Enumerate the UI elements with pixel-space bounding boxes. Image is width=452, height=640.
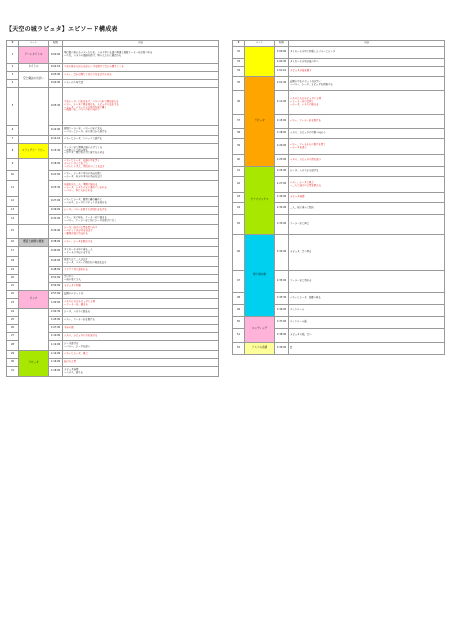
scene-time: 0:23:30 <box>49 181 63 197</box>
scene-description <box>63 367 219 377</box>
description-line: シータ逃げる <box>64 341 79 345</box>
scene-number: 3 <box>7 72 19 80</box>
scene-time: 1:32:00 <box>275 203 289 215</box>
description-line: パズー、家に帰る。ドーラ一家に捕まる <box>64 215 107 219</box>
description-line: —ムスカ、落ちる <box>64 370 84 374</box>
table-row <box>7 64 219 72</box>
header-no: # <box>233 41 245 47</box>
description-line: シータ、ムスカに捕まる <box>64 310 91 314</box>
scene-number: 25 <box>7 317 19 325</box>
description-line: パズーとシータ、坑道の中を歩く <box>64 159 100 163</box>
table-row <box>233 167 445 177</box>
description-line: パズーの少年生活 <box>64 81 84 85</box>
scene-number: 44 <box>233 203 245 215</box>
scene-time: 1:15:00 <box>275 115 289 129</box>
description-line: 滅びの言葉 <box>64 360 76 364</box>
description-line: 海賊ドーラ一家、パズーの家に来る <box>64 126 103 130</box>
scene-description <box>63 80 219 88</box>
scene-description <box>289 193 445 203</box>
scene-description <box>63 247 219 257</box>
description-line: 見張り台で二人が話す <box>64 257 88 261</box>
description-line: パズーとシータ、要塞で離れ離れに <box>64 197 102 201</box>
scene-time: 1:05:00 <box>49 317 63 325</box>
scene-time: 1:01:40 <box>275 77 289 91</box>
scene-number: 11 <box>7 181 19 197</box>
description-line: —パズー、牢に入れられる <box>64 188 93 192</box>
scene-number: 22 <box>7 291 19 299</box>
scene-description <box>289 167 445 177</box>
description-line: パズー、空から降りてきた少女を受け止める <box>64 73 112 77</box>
description-line: —シータ、ムスカに捕まる <box>290 102 319 106</box>
scene-description <box>289 271 445 293</box>
table-row <box>233 77 445 91</box>
description-line: パズー、シータに本当の名前を聞く <box>64 171 103 175</box>
scene-description <box>63 64 219 72</box>
table-row <box>7 309 219 317</box>
scene-description <box>63 181 219 197</box>
scene-description <box>63 351 219 359</box>
scene-description <box>63 275 219 283</box>
scene-time: 0:38:00 <box>49 239 63 247</box>
header-desc: 内容 <box>289 41 445 47</box>
description-line: シータ、滅びの言葉を思い出す <box>64 226 98 230</box>
scene-number: 28 <box>7 341 19 351</box>
scene-description <box>63 283 219 291</box>
scene-description <box>63 171 219 181</box>
scene-description <box>289 115 445 129</box>
scene-number: 27 <box>7 333 19 341</box>
scene-time: 1:02:30 <box>49 309 63 317</box>
scene-time: 1:01:10 <box>275 67 289 77</box>
description-line: 雲の中へ <box>64 274 74 278</box>
scene-time: 1:23:00 <box>275 155 289 167</box>
scene-description <box>289 129 445 139</box>
description-line: —少女、ムスカの部屋を探す、男の人たちに運ばれる <box>64 54 122 57</box>
description-line: —シータ、飛行石の力で落下を止める <box>64 151 105 155</box>
scene-description <box>289 139 445 155</box>
part-label: クライマックス <box>245 167 275 235</box>
part-label <box>19 159 49 225</box>
scene-time: 1:14:00 <box>49 351 63 359</box>
scene-number: 1 <box>7 47 19 64</box>
part-label: タイトル <box>19 64 49 72</box>
scene-description <box>289 215 445 235</box>
part-label <box>19 309 49 351</box>
description-line: 二人、凧に乗って脱出 <box>290 206 314 210</box>
description-line: —二人で滅びの言葉を唱える <box>290 183 322 187</box>
scene-description <box>63 159 219 171</box>
scene-number: 52 <box>233 343 245 355</box>
scene-number: 6 <box>7 126 19 136</box>
scene-time: 1:33:00 <box>275 215 289 235</box>
description-line: ラピュタ、空へ昇る <box>290 250 312 254</box>
scene-description <box>63 47 219 64</box>
scene-number: 50 <box>233 317 245 329</box>
description-line: ムスカ、ラピュタの力を見せる <box>64 334 98 338</box>
description-line: ラピュタに到着 <box>64 284 81 288</box>
scene-description <box>63 88 219 126</box>
description-line: タイガーモス号で到着したパズーとシータ <box>290 50 336 54</box>
header-part: パート <box>19 41 49 47</box>
description-line: —シータ、パズーの父の写真を見て驚く <box>64 105 107 109</box>
description-line: ドーラ一家と別れる <box>290 279 312 283</box>
scene-time: 0:21:00 <box>49 171 63 181</box>
scene-description <box>289 203 445 215</box>
header-part: パート <box>245 41 275 47</box>
scene-number: 30 <box>7 359 19 367</box>
scene-time: 0:27:00 <box>49 197 63 207</box>
table-row <box>233 235 445 271</box>
scene-number: 43 <box>233 193 245 203</box>
scene-description <box>63 207 219 215</box>
scene-description <box>63 309 219 317</box>
scene-time: 1:12:00 <box>49 341 63 351</box>
scene-description <box>63 359 219 367</box>
scene-number: 35 <box>233 77 245 91</box>
scene-number: 51 <box>233 329 245 343</box>
scene-number: 47 <box>233 271 245 293</box>
part-label <box>19 247 49 291</box>
table-row <box>7 225 219 239</box>
scene-description <box>289 177 445 193</box>
description-line: パズーとシータ、故郷へ帰る <box>290 296 321 300</box>
scene-time: 1:00:00 <box>275 47 289 59</box>
scene-number: 17 <box>7 247 19 257</box>
part-label: 邂逅と捕縛の要塞 <box>19 239 49 247</box>
scene-number: 33 <box>233 59 245 67</box>
description-line: —ロボット兵が目を覚ます <box>64 229 93 233</box>
scene-time: 0:34:00 <box>49 225 63 239</box>
description-line: 少女の体から出た光がシータを助けて空から降りてくる <box>64 65 124 69</box>
scene-time: 1:18:00 <box>275 129 289 139</box>
table-row <box>7 159 219 171</box>
scene-number: 12 <box>7 197 19 207</box>
scene-time: 1:35:00 <box>275 271 289 293</box>
description-line: シータ、パズーを帰すため別れを告げる <box>64 208 107 212</box>
description-line: パズー、ドーラ一家を助ける <box>64 318 95 322</box>
scene-number: 7 <box>7 136 19 144</box>
scene-time: 1:34:00 <box>275 235 289 271</box>
scene-number: 39 <box>233 139 245 155</box>
description-line: 庭園の中をロボット兵が歩く <box>290 79 322 83</box>
scene-description <box>63 144 219 159</box>
part-label: ラピュタ <box>19 351 49 377</box>
scene-number: 40 <box>233 155 245 167</box>
part-label <box>19 88 49 136</box>
scene-time: 0:48:00 <box>49 267 63 275</box>
scene-number: 29 <box>7 351 19 359</box>
part-label <box>19 136 49 144</box>
right-episode-table <box>232 40 445 355</box>
description-line: パズーとシータ、再会 <box>64 352 88 356</box>
description-line: —パズー、シータ、ラピュタを探検する <box>290 82 333 86</box>
scene-time: 1:20:00 <box>275 139 289 155</box>
scene-number: 37 <box>233 115 245 129</box>
part-label <box>245 47 275 77</box>
part-label: スラッグズ・ラビー <box>19 144 49 159</box>
part-label: 帰り道の旅 <box>245 235 275 317</box>
scene-time: 0:03:00 <box>49 72 63 80</box>
description-line: ドーラ一家と軍隊が追いかけてくる <box>64 145 103 149</box>
scene-time: 1:11:00 <box>275 91 289 115</box>
description-line: 庭園のロボット兵 <box>64 292 84 296</box>
left-episode-table <box>6 40 219 377</box>
scene-time: 0:57:00 <box>49 291 63 299</box>
scene-time: 1:10:00 <box>49 333 63 341</box>
table-row <box>7 72 219 80</box>
scene-number: 4 <box>7 80 19 88</box>
scene-time: 1:30:00 <box>275 193 289 203</box>
table-row <box>233 47 445 59</box>
table-row <box>7 247 219 257</box>
scene-description <box>63 317 219 325</box>
scene-time: 0:00:00 <box>49 47 63 64</box>
scene-time: 0:51:00 <box>49 275 63 283</box>
description-line: —ムスカ、シータにロボット兵を見せる <box>64 200 107 204</box>
description-line: タイガーモス号に乗る二人 <box>64 247 93 251</box>
description-line: ラピュタが姿を現す <box>290 69 312 73</box>
scene-description <box>63 299 219 309</box>
description-line: ムスカたちがラピュタに上陸 <box>64 299 96 303</box>
scene-number: 15 <box>7 225 19 239</box>
scene-description <box>63 215 219 225</box>
description-line: ラピュタ崩壊 <box>64 367 79 371</box>
description-line: —鉄橋の上で挟み撃ち <box>64 148 88 152</box>
scene-time: 0:44:00 <box>49 257 63 267</box>
description-line: —要塞が炎に包まれる <box>64 231 88 235</box>
scene-time: 0:29:00 <box>49 207 63 215</box>
description-line: エンドロール <box>290 308 305 312</box>
scene-number: 18 <box>7 257 19 267</box>
description-line: ゴリアテ号に追われる <box>64 268 88 272</box>
description-line: パズー、ドーラ一家を助ける <box>290 119 321 123</box>
scene-time: 1:37:00 <box>275 317 289 329</box>
description-line: —シータ、ムスカの元に連れていかれる <box>64 186 107 190</box>
scene-number: 13 <box>7 207 19 215</box>
header-no: # <box>7 41 19 47</box>
description-line: —パズーとシータ、家の裏口から逃げる <box>64 129 107 133</box>
description-line: —ドーラ一家、捕まる <box>64 302 88 306</box>
scene-time: 1:07:00 <box>49 325 63 333</box>
description-line: ラピュタの種、空へ <box>290 333 312 337</box>
scene-number: 14 <box>7 215 19 225</box>
scene-number: 31 <box>7 367 19 377</box>
table-row <box>7 291 219 299</box>
scene-number: 2 <box>7 64 19 72</box>
scene-time: 0:02:10 <box>49 64 63 72</box>
scene-description <box>63 72 219 80</box>
part-label: ラピュタ <box>245 77 275 167</box>
description-line: —パズー、シータを追う <box>64 344 91 348</box>
description-line: —ドーラ一家の宝探し <box>290 100 314 104</box>
description-line: パズー、シータと再会 <box>290 180 314 184</box>
description-line: ムスカ、ラピュタの雷を放つ <box>290 158 321 162</box>
header-time: 時間 <box>49 41 63 47</box>
scene-time: 1:18:00 <box>49 367 63 377</box>
scene-number: 26 <box>7 325 19 333</box>
scene-time: 1:25:00 <box>275 167 289 177</box>
scene-number: 48 <box>233 293 245 305</box>
description-line: —ドーラの手伝いをする <box>64 250 91 254</box>
description-line: —シータ、パズーに飛行石の秘密を話す <box>64 260 107 264</box>
description-line: ポムじいさんと出会う <box>64 162 88 166</box>
scene-number: 45 <box>233 215 245 235</box>
scene-number: 9 <box>7 159 19 171</box>
scene-number: 16 <box>7 239 19 247</box>
table-row <box>233 317 445 329</box>
table-row <box>233 343 445 355</box>
scene-number: 8 <box>7 144 19 159</box>
scene-time: 1:38:00 <box>275 329 289 343</box>
scene-description <box>289 91 445 115</box>
scene-number: 41 <box>233 167 245 177</box>
description-line: —ポムじいさん、飛行石のことを話す <box>64 164 105 168</box>
description-line: シータ、ムスカから逃げる <box>290 169 319 173</box>
scene-description <box>289 343 445 355</box>
scene-number: 46 <box>233 235 245 271</box>
description-line: パズー、ドーラからの助けを得て <box>290 142 326 146</box>
table-row <box>7 351 219 359</box>
scene-time: 1:36:00 <box>275 305 289 317</box>
table-row <box>7 47 219 64</box>
part-label <box>19 225 49 239</box>
scene-time: 0:15:30 <box>49 144 63 159</box>
scene-time: 0:31:00 <box>49 215 63 225</box>
scene-description <box>63 267 219 275</box>
scene-number: 38 <box>233 129 245 139</box>
scene-number: 20 <box>7 275 19 283</box>
scene-time: 0:14:10 <box>49 136 63 144</box>
description-line: ラピュタ崩壊 <box>290 195 305 199</box>
scene-time: 1:35:30 <box>275 293 289 305</box>
scene-time: 0:12:00 <box>49 126 63 136</box>
header-time: 時間 <box>275 41 289 47</box>
table-row <box>7 136 219 144</box>
scene-time: 1:00:00 <box>49 299 63 309</box>
description-line: ムスカたちがラピュタに上陸 <box>290 97 322 101</box>
scene-time: 1:27:00 <box>275 177 289 193</box>
scene-description <box>289 77 445 91</box>
description-line: 玉座の間 <box>64 326 74 330</box>
scene-description <box>63 291 219 299</box>
description-line: タイガーモス号が嵐の中へ <box>290 60 319 64</box>
scene-number: 10 <box>7 171 19 181</box>
description-line: —シータ、自分の本当の名前を話す <box>64 174 103 178</box>
scene-number: 34 <box>233 67 245 77</box>
scene-time: 0:40:00 <box>49 247 63 257</box>
scene-time: 1:39:00 <box>275 343 289 355</box>
description-line: 坑道を出た二人、軍隊に捕まる <box>64 183 98 187</box>
description-line: —海賊一家、パズーの家に向かう <box>64 108 100 112</box>
description-line: 終 <box>290 346 293 350</box>
part-label: エンディング <box>245 317 275 343</box>
scene-description <box>63 333 219 341</box>
scene-time: 0:04:00 <box>49 80 63 88</box>
scene-time: 0:05:30 <box>49 88 63 126</box>
scene-number: 19 <box>7 267 19 275</box>
scene-description <box>63 257 219 267</box>
description-line: 少女シータ、目を覚ます。パズーの家で朝を迎える <box>64 99 119 103</box>
scene-description <box>63 225 219 239</box>
scene-description <box>289 293 445 305</box>
description-line: —竜の巣に突入 <box>64 277 81 281</box>
scene-description <box>289 305 445 317</box>
part-label: ラストの余韻 <box>245 343 275 355</box>
scene-description <box>63 126 219 136</box>
scene-description <box>63 239 219 247</box>
scene-description <box>289 317 445 329</box>
scene-number: 36 <box>233 91 245 115</box>
scene-time: 0:54:00 <box>49 283 63 291</box>
part-label: アバンタイトル <box>19 47 49 64</box>
description-line: ムスカ、ラピュタの中枢へ向かう <box>290 131 326 135</box>
scene-description <box>63 325 219 333</box>
scene-number: 49 <box>233 305 245 317</box>
part-label: 空と魔法の出会い <box>19 72 49 88</box>
description-line: 飛行船の窓からパズーたちを、ムスカ率いる謎の男達と海賊ドーラ一家が見つめる <box>64 51 153 55</box>
scene-description <box>289 329 445 343</box>
scene-description <box>289 235 445 271</box>
scene-description <box>63 136 219 144</box>
description-line: エンドロール後 <box>290 320 307 324</box>
scene-number: 24 <box>7 309 19 317</box>
description-line: ドーラ一家と再会 <box>290 222 310 226</box>
scene-description <box>289 67 445 77</box>
scene-time: 1:00:30 <box>275 59 289 67</box>
scene-number: 21 <box>7 283 19 291</box>
header-desc: 内容 <box>63 41 219 47</box>
scene-description <box>63 197 219 207</box>
part-label: ピンチ <box>19 291 49 309</box>
scene-number: 42 <box>233 177 245 193</box>
scene-time: 0:18:00 <box>49 159 63 171</box>
table-row <box>7 144 219 159</box>
table-row <box>7 239 219 247</box>
description-line: パズー、シータに鳩を見せる、ラピュタの話をする <box>64 102 119 106</box>
scene-description <box>289 47 445 59</box>
description-line: —シータを追う <box>290 145 307 149</box>
table-row <box>7 88 219 126</box>
scene-number: 23 <box>7 299 19 309</box>
scene-description <box>289 59 445 67</box>
scene-description <box>289 155 445 167</box>
description-line: パズーとシータ、トロッコで逃げる <box>64 137 102 141</box>
scene-time: 1:16:00 <box>49 359 63 367</box>
scene-number: 5 <box>7 88 19 126</box>
page-title: 【天空の城ラピュタ】エピソード構成表 <box>6 26 118 33</box>
description-line: —パズー、ドーラ一家と共にシータを助けに行く <box>64 218 117 222</box>
scene-description <box>63 341 219 351</box>
description-line: パズー、シータを救出する <box>64 240 93 244</box>
scene-number: 32 <box>233 47 245 59</box>
